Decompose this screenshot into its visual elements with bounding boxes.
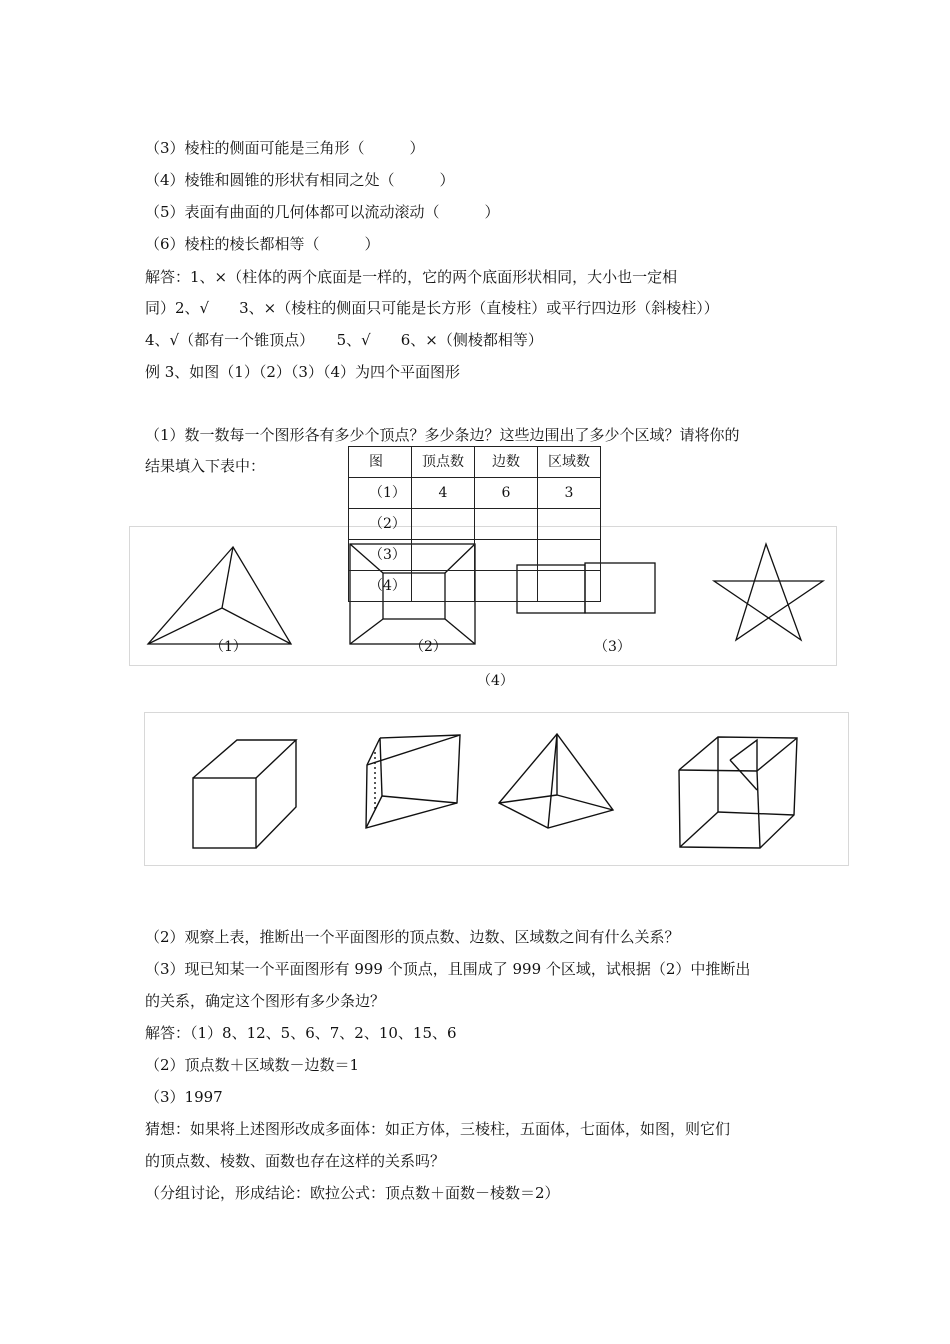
table-row xyxy=(349,540,601,571)
table-cell: （4） xyxy=(349,571,412,602)
table-cell xyxy=(412,571,475,602)
part-3-line-b: 的关系，确定这个图形有多少条边？ xyxy=(145,992,386,1010)
figure-4-label: （4） xyxy=(477,673,514,689)
header-regions: 区域数 xyxy=(538,447,601,478)
solution-3: （3）1997 xyxy=(145,1088,223,1106)
solution-2: （2）顶点数＋区域数－边数＝1 xyxy=(145,1056,360,1074)
table-cell: （1） xyxy=(349,478,412,509)
heptahedron xyxy=(679,737,797,848)
table-row xyxy=(349,478,601,509)
conclusion: （分组讨论，形成结论：欧拉公式：顶点数＋面数－棱数＝2） xyxy=(145,1184,560,1202)
table-cell: （2） xyxy=(349,509,412,540)
example-3-title: 例 3、如图（1）（2）（3）（4）为四个平面图形 xyxy=(145,363,460,381)
table-cell xyxy=(412,509,475,540)
square-pyramid xyxy=(499,734,613,828)
part-1-line-a: （1）数一数每一个图形各有多少个顶点？多少条边？这些边围出了多少个区域？请将你的 xyxy=(145,426,740,444)
part-2: （2）观察上表，推断出一个平面图形的顶点数、边数、区域数之间有什么关系？ xyxy=(145,928,680,946)
table-cell xyxy=(412,540,475,571)
question-5: （5）表面有曲面的几何体都可以流动滚动（ ） xyxy=(145,203,500,221)
table-cell xyxy=(475,540,538,571)
table-cell: （3） xyxy=(349,540,412,571)
part-3-line-a: （3）现已知某一个平面图形有 999 个顶点，且围成了 999 个区域，试根据（2）中推断出 xyxy=(145,960,751,978)
question-3: （3）棱柱的侧面可能是三角形（ ） xyxy=(145,139,425,157)
part-1-line-b: 结果填入下表中： xyxy=(145,457,266,475)
figure-2-label: （2） xyxy=(410,639,447,655)
triangular-prism xyxy=(366,735,460,828)
figure-1-label: （1） xyxy=(210,639,247,655)
table-cell xyxy=(538,571,601,602)
table-cell xyxy=(475,571,538,602)
table-header-row xyxy=(349,447,601,478)
conjecture-line-2: 的顶点数、棱数、面数也存在这样的关系吗？ xyxy=(145,1152,446,1170)
data-table xyxy=(348,446,601,602)
table-cell xyxy=(475,509,538,540)
solution-1: 解答：（1）8、12、5、6、7、2、10、15、6 xyxy=(145,1024,457,1042)
table-cell xyxy=(538,509,601,540)
answer-line-1: 解答：1、×（柱体的两个底面是一样的，它的两个底面形状相同，大小也一定相 xyxy=(145,268,678,286)
answer-line-3: 4、√（都有一个锥顶点） 5、√ 6、×（侧棱都相等） xyxy=(145,331,543,349)
header-vertices: 顶点数 xyxy=(412,447,475,478)
answer-line-2: 同）2、√ 3、×（棱柱的侧面只可能是长方形（直棱柱）或平行四边形（斜棱柱）） xyxy=(145,299,719,317)
question-4: （4）棱锥和圆锥的形状有相同之处（ ） xyxy=(145,171,455,189)
table-cell: 3 xyxy=(538,478,601,509)
cube xyxy=(193,740,296,848)
header-edges: 边数 xyxy=(475,447,538,478)
table-cell xyxy=(538,540,601,571)
table-cell: 4 xyxy=(412,478,475,509)
conjecture-line-1: 猜想：如果将上述图形改成多面体：如正方体，三棱柱，五面体，七面体，如图，则它们 xyxy=(145,1120,731,1138)
table-cell: 6 xyxy=(475,478,538,509)
figure-3-label: （3） xyxy=(594,639,631,655)
question-6: （6）棱柱的棱长都相等（ ） xyxy=(145,235,380,253)
table-row xyxy=(349,509,601,540)
table-row xyxy=(349,571,601,602)
header-figure: 图 xyxy=(349,447,412,478)
